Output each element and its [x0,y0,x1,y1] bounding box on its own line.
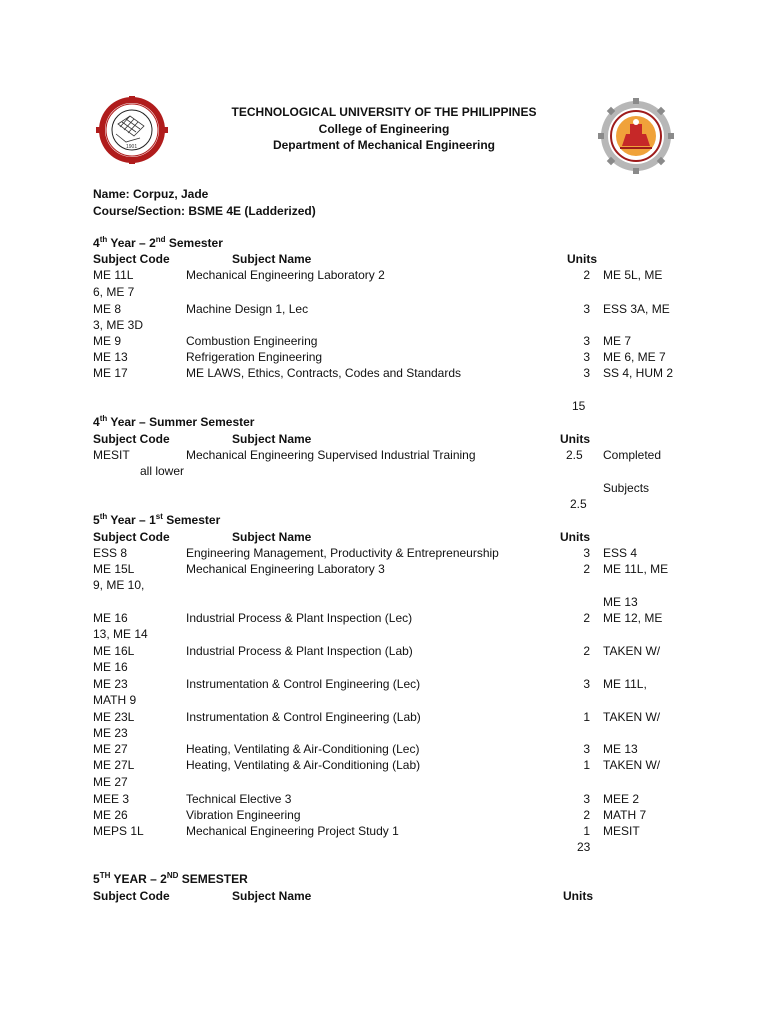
table-row-prereq: MATH 7 [603,808,647,822]
table-row-units: 2 [583,268,590,282]
table-row-code: ME 9 [93,334,122,348]
table-row-units: 2 [583,562,590,576]
table-row-prereq-wrap: 6, ME 7 [93,285,135,299]
department-title: Department of Mechanical Engineering [272,138,496,152]
table-row-units: 2 [583,644,590,658]
table-row-code: ME 15L [93,562,135,576]
student-name: Name: Corpuz, Jade [93,187,209,201]
table-row-name: Heating, Ventilating & Air-Conditioning (Lab) [186,758,421,772]
table-row-prereq: SS 4, HUM 2 [603,366,674,380]
col-header-name: Subject Name [232,889,312,903]
table-row-units: 3 [583,334,590,348]
section-title-4th-summer: 4th Year – Summer Semester [93,414,255,429]
table-row-prereq: ME 11L, ME [603,562,669,576]
table-row-name: Combustion Engineering [186,334,318,348]
table-row-prereq-wrap: 9, ME 10, [93,578,145,592]
table-row-prereq-cont: Subjects [603,481,650,495]
table-row-prereq: ESS 4 [603,546,638,560]
table-row-prereq: ME 6, ME 7 [603,350,666,364]
table-row-prereq: TAKEN W/ [603,710,661,724]
table-row-name: Vibration Engineering [186,808,301,822]
table-row-prereq-wrap: ME 23 [93,726,128,740]
college-title: College of Engineering [318,122,450,136]
table-row-code: ME 8 [93,302,122,316]
col-header-name: Subject Name [232,530,312,544]
table-row-prereq: MESIT [603,824,640,838]
table-row-units: 3 [583,677,590,691]
table-row-code: ME 26 [93,808,128,822]
section-title-5th-1st: 5th Year – 1st Semester [93,512,221,527]
table-row-prereq: ESS 3A, ME [603,302,670,316]
table-row-prereq: MEE 2 [603,792,640,806]
table-row-code: ME 16 [93,611,128,625]
table-row-code: ME 27L [93,758,135,772]
table-row-prereq-wrap: ME 27 [93,775,128,789]
table-row-code: ME 27 [93,742,128,756]
col-header-units: Units [567,252,597,266]
table-row-name: Machine Design 1, Lec [186,302,309,316]
table-row-name: Engineering Management, Productivity & Entrepreneurship [186,546,499,560]
table-row-name: Industrial Process & Plant Inspection (Lec) [186,611,413,625]
table-row-name: ME LAWS, Ethics, Contracts, Codes and Standards [186,366,462,380]
table-row-units: 2.5 [566,448,583,462]
table-row-units: 3 [583,792,590,806]
table-row-units: 3 [583,302,590,316]
table-row-code: ME 17 [93,366,128,380]
table-row-prereq-cont: ME 13 [603,595,638,609]
col-header-code: Subject Code [93,530,170,544]
university-title: TECHNOLOGICAL UNIVERSITY OF THE PHILIPPINES [231,105,537,119]
table-row-units: 1 [583,710,590,724]
col-header-code: Subject Code [93,889,170,903]
svg-text:1901: 1901 [126,144,138,150]
table-row-prereq: ME 13 [603,742,638,756]
table-row-code: MEE 3 [93,792,130,806]
table-row-prereq: ME 5L, ME [603,268,663,282]
col-header-units: Units [563,889,593,903]
table-row-prereq: ME 11L, [603,677,647,691]
table-row-units: 1 [583,758,590,772]
col-header-code: Subject Code [93,432,170,446]
table-row-code: ME 13 [93,350,128,364]
table-row-units: 1 [583,824,590,838]
section-total-units: 15 [572,399,586,413]
table-row-code: ME 16L [93,644,135,658]
col-header-units: Units [560,530,590,544]
table-row-code: MESIT [93,448,130,462]
section-total-units: 23 [577,840,591,854]
course-section: Course/Section: BSME 4E (Ladderized) [93,204,316,218]
table-row-prereq: ME 7 [603,334,632,348]
table-row-name: Instrumentation & Control Engineering (Lab) [186,710,421,724]
table-row-prereq-wrap: MATH 9 [93,693,137,707]
table-row-prereq-wrap: 13, ME 14 [93,627,148,641]
table-row-units: 3 [583,742,590,756]
section-title-5th-2nd: 5TH YEAR – 2ND SEMESTER [93,871,248,886]
table-row-units: 3 [583,350,590,364]
table-row-code: MEPS 1L [93,824,144,838]
table-row-name: Technical Elective 3 [186,792,292,806]
table-row-code: ME 11L [93,268,134,282]
table-row-prereq-wrap: 3, ME 3D [93,318,144,332]
table-row-name: Mechanical Engineering Laboratory 3 [186,562,385,576]
table-row-units: 2 [583,611,590,625]
table-row-name: Heating, Ventilating & Air-Conditioning (Lec) [186,742,420,756]
table-row-prereq: ME 12, ME [603,611,663,625]
section-title-4th-2nd: 4th Year – 2nd Semester [93,235,223,250]
table-row-units: 2 [583,808,590,822]
section-total-units: 2.5 [570,497,587,511]
table-row-units: 3 [583,366,590,380]
table-row-name: Refrigeration Engineering [186,350,323,364]
table-row-name: Instrumentation & Control Engineering (Lec) [186,677,421,691]
col-header-units: Units [560,432,590,446]
table-row-name: Mechanical Engineering Supervised Industrial Training [186,448,476,462]
table-row-prereq: TAKEN W/ [603,644,661,658]
col-header-code: Subject Code [93,252,170,266]
col-header-name: Subject Name [232,432,312,446]
table-row-prereq: Completed [603,448,662,462]
table-row-prereq-wrap: ME 16 [93,660,128,674]
table-row-prereq: TAKEN W/ [603,758,661,772]
table-row-name: Industrial Process & Plant Inspection (Lab) [186,644,413,658]
table-row-prereq-wrap: all lower [140,464,185,478]
table-row-name: Mechanical Engineering Laboratory 2 [186,268,385,282]
table-row-code: ESS 8 [93,546,128,560]
col-header-name: Subject Name [232,252,312,266]
table-row-code: ME 23L [93,710,135,724]
table-row-units: 3 [583,546,590,560]
table-row-code: ME 23 [93,677,128,691]
table-row-name: Mechanical Engineering Project Study 1 [186,824,399,838]
